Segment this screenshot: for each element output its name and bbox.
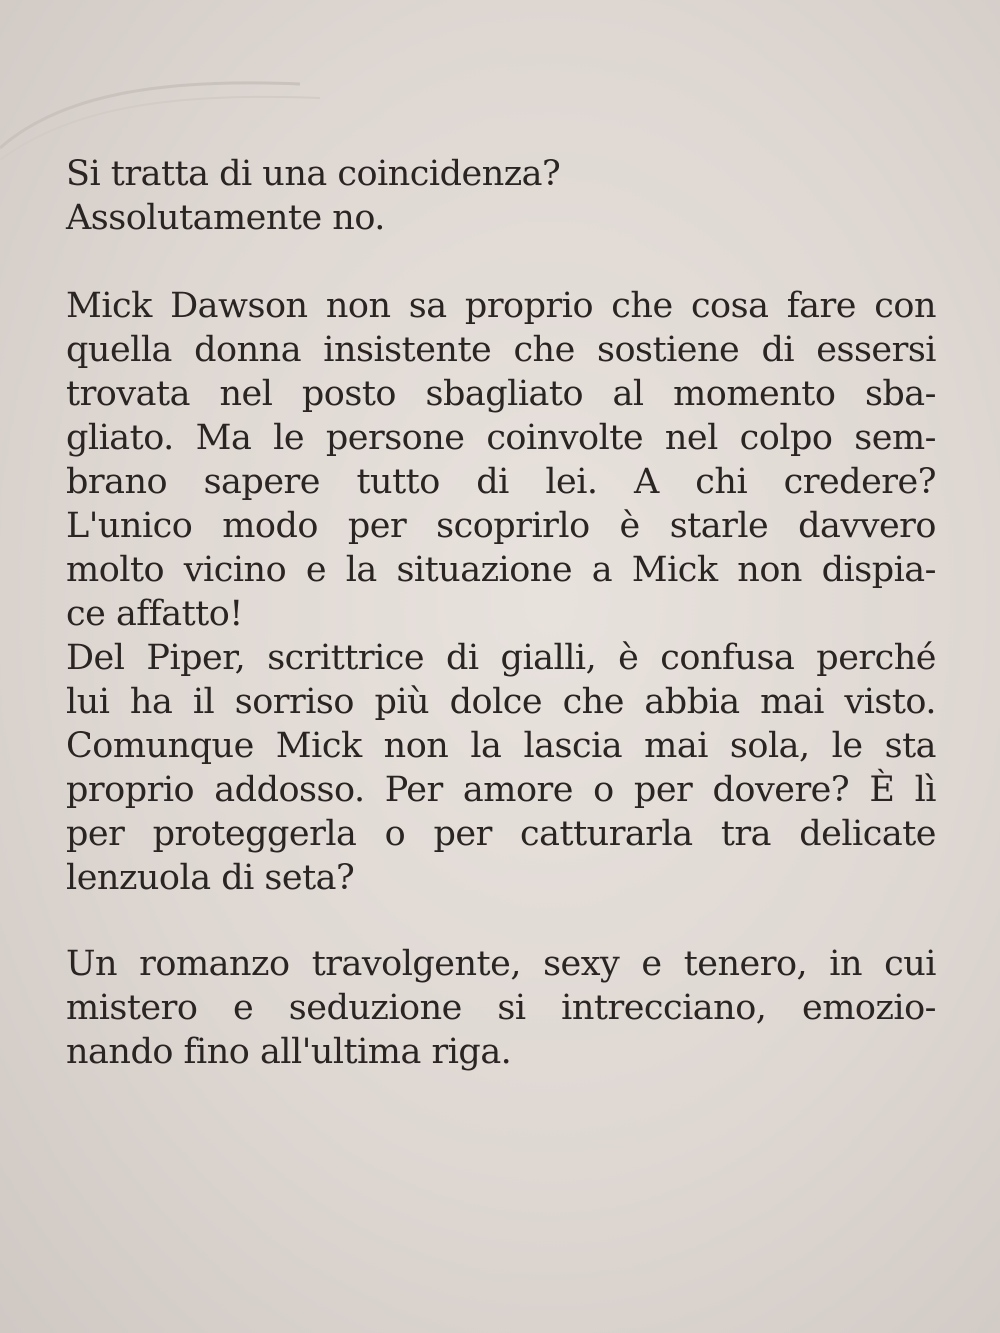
text-line: Del Piper, scrittrice di gialli, è confusa perché [66, 638, 936, 678]
text-line: brano sapere tutto di lei. A chi credere? [66, 462, 936, 502]
back-cover-text [66, 152, 936, 1074]
text-line: molto vicino e la situazione a Mick non dispia- [66, 550, 936, 590]
synopsis-paragraph-2 [66, 636, 936, 900]
paragraph-gap [66, 240, 936, 284]
text-line: Comunque Mick non la lascia mai sola, le sta [66, 726, 936, 766]
text-line: per proteggerla o per catturarla tra delicate [66, 814, 936, 854]
paragraph-gap [66, 900, 936, 942]
text-line: proprio addosso. Per amore o per dovere? È lì [66, 770, 936, 810]
text-line: mistero e seduzione si intrecciano, emozio- [66, 988, 936, 1028]
text-line: lui ha il sorriso più dolce che abbia mai visto. [66, 682, 936, 722]
text-line: lenzuola di seta? [66, 858, 355, 898]
intro-answer: Assolutamente no. [66, 198, 385, 238]
text-line: L'unico modo per scoprirlo è starle davvero [66, 506, 936, 546]
intro-question: Si tratta di una coincidenza? [66, 154, 561, 194]
text-line: Un romanzo travolgente, sexy e tenero, in cui [66, 944, 936, 984]
decorative-arc [0, 0, 380, 160]
text-line: Mick Dawson non sa proprio che cosa fare con [66, 286, 936, 326]
synopsis-paragraph-1 [66, 284, 936, 636]
text-line: trovata nel posto sbagliato al momento sba- [66, 374, 936, 414]
text-line: gliato. Ma le persone coinvolte nel colpo sem- [66, 418, 936, 458]
text-line: nando fino all'ultima riga. [66, 1032, 512, 1072]
tagline-paragraph [66, 942, 936, 1074]
text-line: ce affatto! [66, 594, 243, 634]
text-line: quella donna insistente che sostiene di essersi [66, 330, 936, 370]
